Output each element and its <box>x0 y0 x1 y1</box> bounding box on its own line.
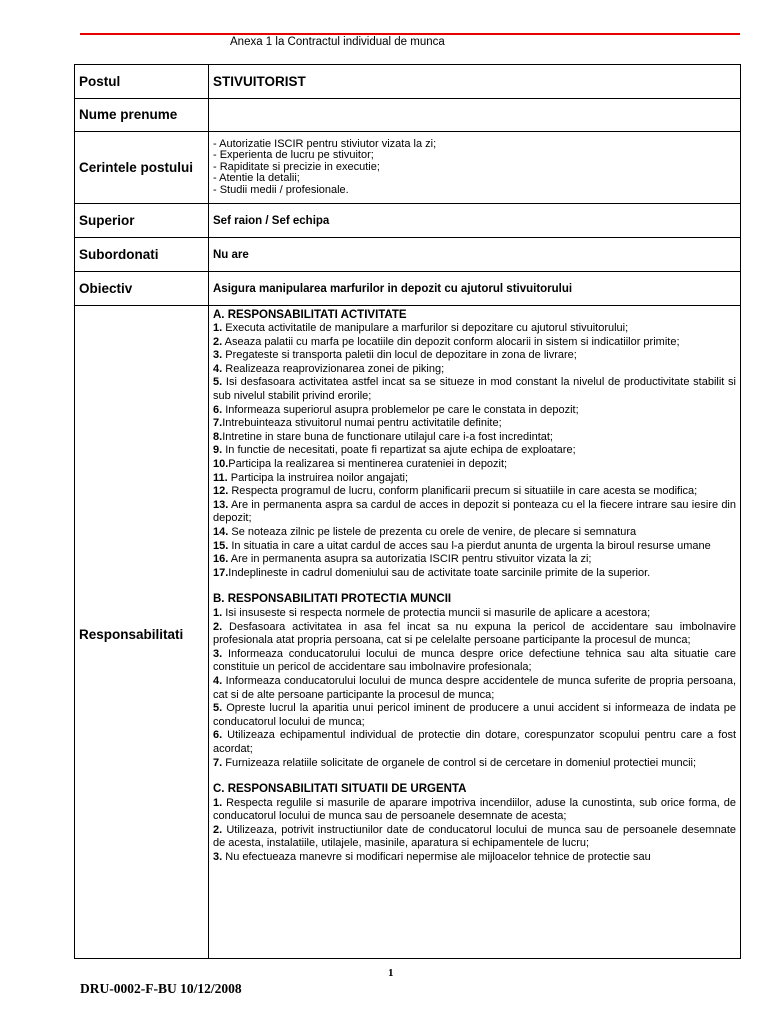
responsabilitati-clip <box>213 309 736 956</box>
item-number: 16. <box>213 553 229 566</box>
item-text: Pregateste si transporta paletii din locul de depozitare in zona de livrare; <box>222 349 577 362</box>
item-text: Are in permanenta asupra sa autorizatia ISCIR pentru stivuitor vizata la zi; <box>228 553 592 566</box>
item-text: Opreste lucrul la aparitia unui pericol iminent de producere a unui accident si informeaza de indata pe conducatorul locului de munca; <box>213 702 736 728</box>
item-number: 4. <box>213 674 223 687</box>
item-text: Respecta programul de lucru, conform planificarii precum si situatiile in care acesta se modifica; <box>228 485 698 498</box>
item-text: Isi desfasoara activitatea astfel incat sa se situeze in mod constant la nivelul de productivitate stabilit si sub nivelul stabilit privind erorile; <box>213 376 736 403</box>
responsabilitati-content <box>209 306 741 959</box>
responsibility-item <box>213 824 736 851</box>
cerinta-item: - Studii medii / profesionale. <box>213 183 349 196</box>
row-superior <box>75 204 741 238</box>
responsibility-item <box>213 444 736 458</box>
value-subordonati: Nu are <box>209 238 741 272</box>
row-responsabilitati <box>75 306 741 959</box>
label-cerinte: Cerintele postului <box>75 132 209 204</box>
job-description-table <box>74 64 741 959</box>
item-number: 7. <box>213 417 223 430</box>
item-text: Realizeaza reaprovizionarea zonei de piking; <box>222 362 445 375</box>
responsibility-item <box>213 607 736 621</box>
item-text: Participa la realizarea si mentinerea curateniei in depozit; <box>228 458 508 471</box>
responsibility-item <box>213 404 736 418</box>
item-text: Informeaza conducatorului locului de munca despre accidentele de munca suferite de propria persoana, cat si de alte persoane participante la procesul de munca; <box>213 674 736 701</box>
row-subordonati <box>75 238 741 272</box>
item-text: Executa activitatile de manipulare a marfurilor si depozitare cu ajutorul stivuitorului; <box>222 322 629 335</box>
value-nume-prenume <box>209 99 741 132</box>
item-text: In functie de necesitati, poate fi repartizat sa ajute echipa de exploatare; <box>222 444 576 457</box>
item-number: 3. <box>213 647 223 660</box>
item-text: Utilizeaza, potrivit instructiunilor date de conducatorul locului de munca sau de persoanele desemnate de acesta, instalatiile, utilajele, masinile, aparatura si echipamentele de lucru; <box>213 823 736 850</box>
label-postul: Postul <box>75 65 209 99</box>
item-number: 10. <box>213 458 229 471</box>
section-title: A. RESPONSABILITATI ACTIVITATE <box>213 308 407 321</box>
item-text: Aseaza palatii cu marfa pe locatiile din depozit conform alocarii in sistem si indicatiilor primite; <box>222 335 680 348</box>
cerinta-item: - Autorizatie ISCIR pentru stiviutor vizata la zi; <box>213 137 437 150</box>
header-red-line <box>80 33 740 35</box>
responsibility-item <box>213 621 736 648</box>
row-cerinte <box>75 132 741 204</box>
responsibility-item <box>213 757 736 771</box>
annex-title: Anexa 1 la Contractul individual de munca <box>230 36 445 48</box>
item-text: Informeaza superiorul asupra problemelor pe care le constata in depozit; <box>222 403 579 416</box>
item-text: Desfasoara activitatea in asa fel incat sa nu expuna la pericol de accidentare sau imbolnavire profesionala atat propria persoana, cat si pe celelalte persoane participante la procesul de munca; <box>213 620 736 647</box>
responsibility-item <box>213 499 736 526</box>
value-obiectiv: Asigura manipularea marfurilor in depozit cu ajutorul stivuitorului <box>209 272 741 306</box>
item-text: Se noteaza zilnic pe listele de prezenta cu orele de venire, de plecare si semnatura <box>228 526 637 538</box>
label-nume-prenume: Nume prenume <box>75 99 209 132</box>
page-number: 1 <box>388 967 394 979</box>
item-number: 5. <box>213 376 223 389</box>
responsibility-item <box>213 336 736 350</box>
responsibility-item <box>213 431 736 445</box>
item-text: Intretine in stare buna de functionare utilajul care i-a fost incredintat; <box>222 430 553 443</box>
responsibility-item <box>213 526 736 540</box>
responsibility-item <box>213 363 736 377</box>
item-number: 1. <box>213 796 223 809</box>
row-nume-prenume <box>75 99 741 132</box>
row-postul <box>75 65 741 99</box>
item-text: Participa la instruirea noilor angajati; <box>227 471 409 484</box>
item-number: 2. <box>213 620 223 633</box>
item-number: 14. <box>213 526 229 538</box>
item-number: 13. <box>213 498 229 511</box>
label-superior: Superior <box>75 204 209 238</box>
section-title: C. RESPONSABILITATI SITUATII DE URGENTA <box>213 783 467 796</box>
sections-container <box>213 309 736 865</box>
responsibility-item <box>213 675 736 702</box>
item-text: Intrebuinteaza stivuitorul numai pentru activitatile definite; <box>222 417 502 430</box>
responsibility-item <box>213 417 736 431</box>
responsibility-item <box>213 797 736 824</box>
responsibility-item <box>213 322 736 336</box>
responsibility-item <box>213 729 736 756</box>
responsibility-item <box>213 458 736 472</box>
item-number: 15. <box>213 539 229 552</box>
item-text: Respecta regulile si masurile de aparare impotriva incendiilor, aduse la cunostinta, sub orice forma, de conducatorul locului de munca sau de persoanele desemnate de acesta; <box>213 796 736 823</box>
item-text: In situatia in care a uitat cardul de acces sau l-a pierdut anunta de urgenta la biroul resurse umane <box>228 539 711 552</box>
responsibility-item <box>213 702 736 729</box>
item-number: 2. <box>213 335 223 348</box>
responsibility-item <box>213 553 736 567</box>
item-text: Nu efectueaza manevre si modificari nepermise ale mijloacelor tehnice de protectie sau <box>222 851 651 864</box>
responsibility-item <box>213 567 736 581</box>
item-text: Indeplineste in cadrul domeniului sau de activitate toate sarcinile primite de la superior. <box>228 566 651 579</box>
item-number: 1. <box>213 322 223 335</box>
item-text: Utilizeaza echipamentul individual de protectie din dotare, corespunzator scopului pentru care a fost acordat; <box>213 729 736 755</box>
document-code: DRU-0002-F-BU 10/12/2008 <box>80 981 242 996</box>
item-text: Informeaza conducatorului locului de munca despre orice defectiune tehnica sau alta situatie care constituie un pericol de accidentare sau imbolnavire profesionala; <box>213 647 736 674</box>
cerinta-item: - Atentie la detalii; <box>213 172 300 185</box>
item-number: 9. <box>213 444 223 457</box>
value-superior: Sef raion / Sef echipa <box>209 204 741 238</box>
responsibility-item <box>213 540 736 554</box>
label-responsabilitati: Responsabilitati <box>75 306 209 959</box>
section-gap <box>213 580 736 593</box>
item-text: Isi insuseste si respecta normele de protectia muncii si masurile de aplicare a acestora; <box>222 606 651 619</box>
label-subordonati: Subordonati <box>75 238 209 272</box>
responsibility-item <box>213 851 736 865</box>
value-postul: STIVUITORIST <box>209 65 741 99</box>
item-text: Are in permanenta aspra sa cardul de acces in depozit si ponteaza cu el la fiecere intrare sau iesire din depozit; <box>213 498 736 525</box>
item-number: 8. <box>213 430 223 443</box>
item-number: 6. <box>213 729 223 742</box>
responsibility-item <box>213 376 736 403</box>
row-obiectiv <box>75 272 741 306</box>
item-text: Furnizeaza relatiile solicitate de organele de control si de cercetare in domeniul protectiei muncii; <box>222 756 697 769</box>
item-number: 11. <box>213 471 228 484</box>
item-number: 7. <box>213 756 223 769</box>
responsibility-item <box>213 472 736 486</box>
item-number: 2. <box>213 823 223 836</box>
item-number: 17. <box>213 566 229 579</box>
cerinte-list <box>209 132 741 204</box>
responsibility-item <box>213 485 736 499</box>
item-number: 1. <box>213 606 223 619</box>
responsibility-item <box>213 349 736 363</box>
label-obiectiv: Obiectiv <box>75 272 209 306</box>
responsibility-item <box>213 648 736 675</box>
section-title: B. RESPONSABILITATI PROTECTIA MUNCII <box>213 593 452 606</box>
section-gap <box>213 770 736 783</box>
item-number: 6. <box>213 403 223 416</box>
cerinta-item: - Rapiditate si precizie in executie; <box>213 160 380 173</box>
item-number: 3. <box>213 851 223 864</box>
item-number: 12. <box>213 485 229 498</box>
cerinta-item: - Experienta de lucru pe stivuitor; <box>213 149 374 162</box>
item-number: 4. <box>213 362 223 375</box>
item-number: 3. <box>213 349 223 362</box>
item-number: 5. <box>213 702 223 715</box>
